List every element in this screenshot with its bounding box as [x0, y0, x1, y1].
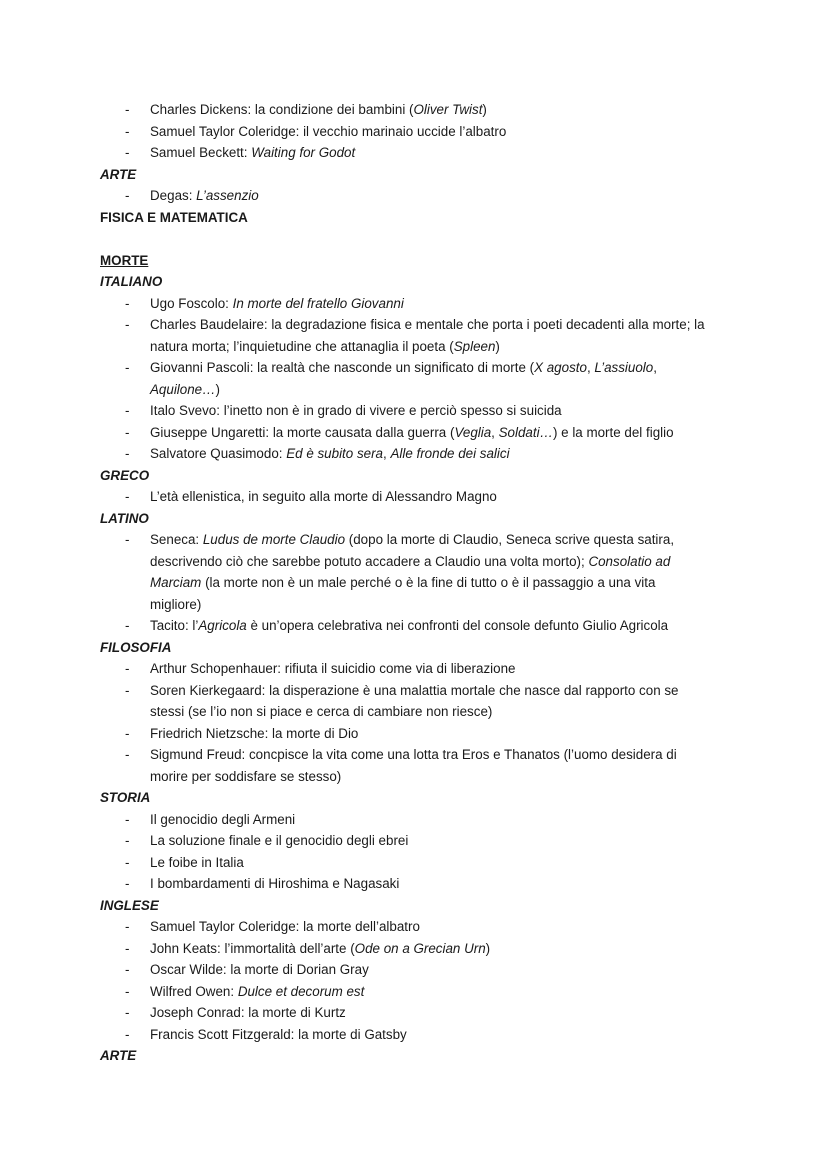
bullet-dash: -: [125, 1026, 130, 1042]
list-item: - Samuel Beckett: Waiting for Godot: [100, 142, 760, 164]
list-item: - Wilfred Owen: Dulce et decorum est: [100, 981, 760, 1003]
bullet-dash: -: [125, 919, 130, 934]
bullet-dash: -: [125, 489, 130, 504]
bullet-dash: -: [125, 962, 130, 977]
list-item: - John Keats: l’immortalità dell’arte (Ode on a Grecian Urn): [100, 938, 760, 960]
list-item: - Italo Svevo: l’inetto non è in grado di vivere e perciò spesso si suicida: [100, 400, 760, 422]
list-item: - Giovanni Pascoli: la realtà che nasconde un significato di morte (X agosto, L’assiuolo, Aquilone…): [100, 357, 760, 400]
bullet-dash: -: [125, 145, 130, 160]
bullet-dash: -: [125, 188, 130, 203]
bullet-dash: -: [125, 725, 130, 741]
bullet-dash: -: [125, 1005, 130, 1020]
section-title-morte: MORTE: [100, 252, 149, 268]
bullet-dash: -: [125, 661, 130, 676]
category-heading-inglese: INGLESE: [100, 897, 159, 913]
bullet-dash: -: [125, 360, 130, 375]
bullet-dash: -: [125, 295, 130, 311]
bullet-dash: -: [125, 811, 130, 827]
list-item: - Charles Baudelaire: la degradazione fisica e mentale che porta i poeti decadenti alla morte; la natura morta; l’inquietudine che attanaglia il poeta (Spleen): [100, 314, 760, 357]
bullet-dash: -: [125, 940, 130, 956]
bullet-dash: -: [125, 833, 130, 848]
bullet-dash: -: [125, 618, 130, 633]
category-heading-italiano: ITALIANO: [100, 274, 163, 289]
list-item: - Oscar Wilde: la morte di Dorian Gray: [100, 959, 760, 981]
list-item: - Seneca: Ludus de morte Claudio (dopo la morte di Claudio, Seneca scrive questa satira, descrivendo ciò che sarebbe potuto accadere a Claudio una volta morto); Consolatio ad Marciam (la morte non è un male perché o è la fine di tutto o è il passaggio a una vita migliore): [100, 529, 760, 615]
bullet-dash: -: [125, 747, 130, 762]
list-item: - I bombardamenti di Hiroshima e Nagasaki: [100, 873, 760, 895]
category-heading-arte-morte: ARTE: [100, 1048, 137, 1063]
bullet-dash: -: [125, 123, 130, 139]
bullet-dash: -: [125, 317, 130, 332]
bullet-dash: -: [125, 446, 130, 461]
document-body: [100, 99, 760, 1067]
bullet-dash: -: [125, 983, 130, 999]
bullet-dash: -: [125, 403, 130, 418]
list-item: - Giuseppe Ungaretti: la morte causata dalla guerra (Veglia, Soldati…) e la morte del figlio: [100, 422, 760, 444]
list-item: - Joseph Conrad: la morte di Kurtz: [100, 1002, 760, 1024]
category-heading-fisica-matematica: FISICA E MATEMATICA: [100, 209, 248, 225]
list-item: - Francis Scott Fitzgerald: la morte di Gatsby: [100, 1024, 760, 1046]
list-item: - Salvatore Quasimodo: Ed è subito sera, Alle fronde dei salici: [100, 443, 760, 465]
bullet-dash: -: [125, 876, 130, 891]
list-item: - L’età ellenistica, in seguito alla morte di Alessandro Magno: [100, 486, 760, 508]
list-item: - Arthur Schopenhauer: rifiuta il suicidio come via di liberazione: [100, 658, 760, 680]
list-item: - Le foibe in Italia: [100, 852, 760, 874]
list-item: - Il genocidio degli Armeni: [100, 809, 760, 831]
category-heading-greco: GRECO: [100, 467, 150, 483]
bullet-dash: -: [125, 854, 130, 870]
list-item: - Tacito: l’Agricola è un’opera celebrativa nei confronti del console defunto Giulio Agricola: [100, 615, 760, 637]
bullet-dash: -: [125, 682, 130, 698]
category-heading-latino: LATINO: [100, 510, 149, 526]
bullet-dash: -: [125, 424, 130, 440]
list-item: - Charles Dickens: la condizione dei bambini (Oliver Twist): [100, 99, 760, 121]
list-item: - Sigmund Freud: concpisce la vita come una lotta tra Eros e Thanatos (l’uomo desidera di morire per soddisfare se stesso): [100, 744, 760, 787]
category-heading-filosofia: FILOSOFIA: [100, 639, 172, 655]
category-heading-storia: STORIA: [100, 790, 151, 805]
list-item: - Samuel Taylor Coleridge: la morte dell’albatro: [100, 916, 760, 938]
list-item: - Degas: L’assenzio: [100, 185, 760, 207]
bullet-dash: -: [125, 532, 130, 547]
bullet-dash: -: [125, 102, 130, 117]
list-item: - La soluzione finale e il genocidio degli ebrei: [100, 830, 760, 852]
list-item: - Friedrich Nietzsche: la morte di Dio: [100, 723, 760, 745]
list-item: - Soren Kierkegaard: la disperazione è una malattia mortale che nasce dal rapporto con se stessi (se l’io non si piace e cerca di cambiare non riesce): [100, 680, 760, 723]
list-item: - Samuel Taylor Coleridge: il vecchio marinaio uccide l’albatro: [100, 121, 760, 143]
category-heading-arte: ARTE: [100, 166, 137, 182]
list-item: - Ugo Foscolo: In morte del fratello Giovanni: [100, 293, 760, 315]
